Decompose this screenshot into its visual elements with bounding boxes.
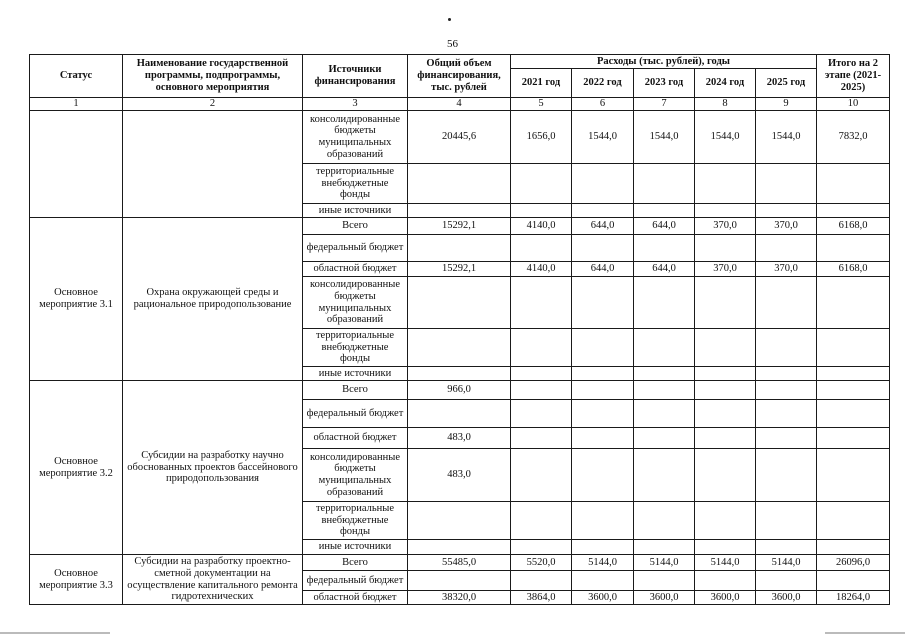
status-cell: Основное мероприятие 3.1: [30, 218, 123, 381]
column-number-row: [30, 98, 890, 111]
table-row: [30, 381, 890, 400]
value-cell: 20445,6: [408, 111, 511, 164]
column-number: 3: [303, 98, 408, 111]
value-cell: 26096,0: [817, 555, 890, 571]
value-cell: 5144,0: [572, 555, 634, 571]
source-oblast: областной бюджет: [303, 262, 408, 277]
value-cell: 3600,0: [572, 591, 634, 605]
value-cell: 6168,0: [817, 262, 890, 277]
value-cell: 1544,0: [572, 111, 634, 164]
value-cell: 3600,0: [634, 591, 695, 605]
value-cell: 1544,0: [756, 111, 817, 164]
source-oblast: областной бюджет: [303, 591, 408, 605]
table-row: [30, 111, 890, 164]
header-total-volume: Общий объем финансирования, тыс. рублей: [408, 55, 511, 98]
column-number: 10: [817, 98, 890, 111]
value-cell: 4140,0: [511, 218, 572, 235]
value-cell: 5520,0: [511, 555, 572, 571]
source-other: иные источники: [303, 367, 408, 381]
header-year: 2024 год: [695, 69, 756, 98]
scan-edge-right: [825, 632, 905, 634]
header-sources: Источники финансирования: [303, 55, 408, 98]
source-vsego: Всего: [303, 381, 408, 400]
source-consolidated: консолидированные бюджеты муниципальных образований: [303, 111, 408, 164]
column-number: 8: [695, 98, 756, 111]
source-vsego: Всего: [303, 555, 408, 571]
value-cell: 644,0: [634, 262, 695, 277]
source-other: иные источники: [303, 204, 408, 218]
status-cell: Основное мероприятие 3.2: [30, 381, 123, 555]
table-row: [30, 218, 890, 235]
value-cell: 1544,0: [695, 111, 756, 164]
source-consolidated: консолидированные бюджеты муниципальных образований: [303, 277, 408, 329]
column-number: 6: [572, 98, 634, 111]
name-cell: Субсидии на разработку проектно-сметной документации на осуществление капитального ремонта гидротехнических: [123, 555, 303, 605]
value-cell: 15292,1: [408, 218, 511, 235]
source-other: иные источники: [303, 540, 408, 555]
value-cell: 6168,0: [817, 218, 890, 235]
value-cell: 15292,1: [408, 262, 511, 277]
header-itogo: Итого на 2 этапе (2021-2025): [817, 55, 890, 98]
value-cell: 5144,0: [756, 555, 817, 571]
column-number: 1: [30, 98, 123, 111]
source-vsego: Всего: [303, 218, 408, 235]
value-cell: 4140,0: [511, 262, 572, 277]
source-federal: федеральный бюджет: [303, 571, 408, 591]
value-cell: 966,0: [408, 381, 511, 400]
value-cell: 5144,0: [634, 555, 695, 571]
value-cell: 7832,0: [817, 111, 890, 164]
header-year: 2023 год: [634, 69, 695, 98]
value-cell: 5144,0: [695, 555, 756, 571]
value-cell: 3864,0: [511, 591, 572, 605]
value-cell: 3600,0: [695, 591, 756, 605]
header-year: 2021 год: [511, 69, 572, 98]
page-number: 56: [447, 38, 458, 50]
value-cell: 483,0: [408, 428, 511, 449]
table-row: [30, 555, 890, 571]
column-number: 7: [634, 98, 695, 111]
source-territorial: территориальные внебюджетные фонды: [303, 502, 408, 540]
value-cell: 644,0: [634, 218, 695, 235]
value-cell: 370,0: [695, 218, 756, 235]
column-number: 5: [511, 98, 572, 111]
value-cell: 644,0: [572, 218, 634, 235]
value-cell: 18264,0: [817, 591, 890, 605]
header-name: Наименование государственной программы, подпрограммы, основного мероприятия: [123, 55, 303, 98]
value-cell: 370,0: [756, 218, 817, 235]
value-cell: 38320,0: [408, 591, 511, 605]
status-cell: [30, 111, 123, 218]
value-cell: 483,0: [408, 449, 511, 502]
source-territorial: территориальные внебюджетные фонды: [303, 329, 408, 367]
source-territorial: территориальные внебюджетные фонды: [303, 164, 408, 204]
source-federal: федеральный бюджет: [303, 235, 408, 262]
column-number: 4: [408, 98, 511, 111]
value-cell: 55485,0: [408, 555, 511, 571]
value-cell: 3600,0: [756, 591, 817, 605]
value-cell: 1656,0: [511, 111, 572, 164]
source-oblast: областной бюджет: [303, 428, 408, 449]
column-number: 9: [756, 98, 817, 111]
scan-edge-left: [0, 632, 110, 634]
column-number: 2: [123, 98, 303, 111]
name-cell: [123, 111, 303, 218]
source-consolidated: консолидированные бюджеты муниципальных образований: [303, 449, 408, 502]
status-cell: Основное мероприятие 3.3: [30, 555, 123, 605]
header-year: 2022 год: [572, 69, 634, 98]
budget-table: [29, 54, 890, 605]
value-cell: 644,0: [572, 262, 634, 277]
header-status: Статус: [30, 55, 123, 98]
scan-dot: [448, 18, 451, 21]
header-year: 2025 год: [756, 69, 817, 98]
value-cell: 370,0: [695, 262, 756, 277]
value-cell: 1544,0: [634, 111, 695, 164]
name-cell: Охрана окружающей среды и рациональное природопользование: [123, 218, 303, 381]
header-expenses: Расходы (тыс. рублей), годы: [511, 55, 817, 69]
name-cell: Субсидии на разработку научно обоснованных проектов бассейнового природопользования: [123, 381, 303, 555]
header-row-1: [30, 55, 890, 69]
source-federal: федеральный бюджет: [303, 400, 408, 428]
value-cell: 370,0: [756, 262, 817, 277]
